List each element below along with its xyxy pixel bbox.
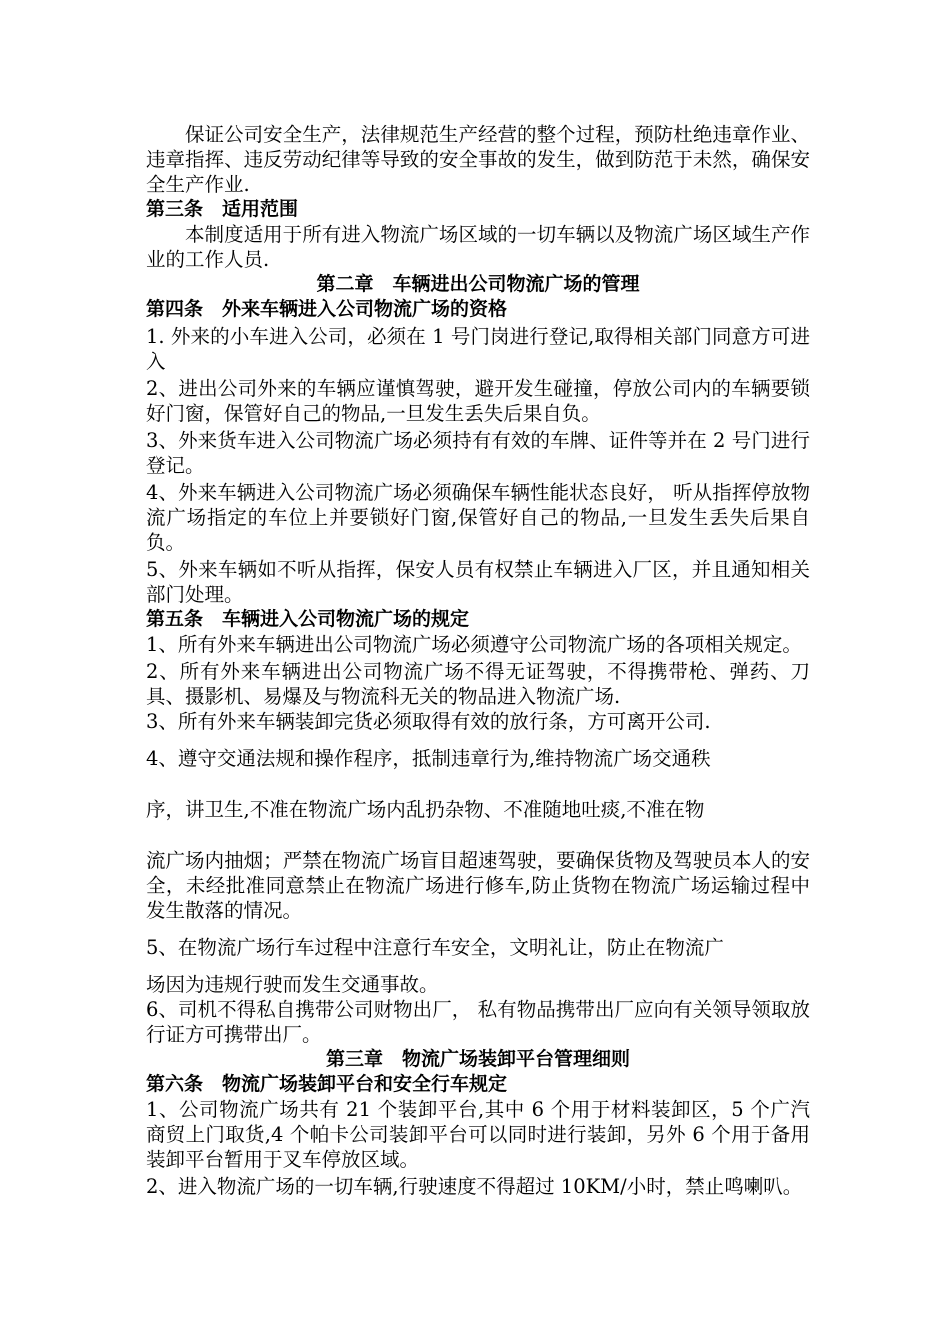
article-6-item-2: 2、进入物流广场的一切车辆,行驶速度不得超过 10KM/小时，禁止鸣喇叭。 [146, 1175, 803, 1198]
article-5-item-4-line-2: 序，讲卫生,不准在物流广场内乱扔杂物、不准随地吐痰,不准在物 [146, 798, 705, 821]
article-5-item-1: 1、所有外来车辆进出公司物流广场必须遵守公司物流广场的各项相关规定。 [146, 633, 802, 656]
article-5-item-5-line-2: 场因为违规行驶而发生交通事故。 [146, 973, 439, 996]
document-page [146, 122, 810, 1199]
article-5-item-6: 6、司机不得私自携带公司财物出厂， 私有物品携带出厂应向有关领导领取放行证方可携带出厂。 [146, 998, 810, 1046]
chapter-2-title: 第二章 车辆进出公司物流广场的管理 [316, 273, 640, 295]
article-3-body: 本制度适用于所有进入物流广场区域的一切车辆以及物流广场区域生产作业的工作人员. [146, 223, 810, 271]
article-4-item-2: 2、进出公司外来的车辆应谨慎驾驶，避开发生碰撞，停放公司内的车辆要锁好门窗，保管好自己的物品,一旦发生丢失后果自负。 [146, 377, 810, 425]
article-4-item-3: 3、外来货车进入公司物流广场必须持有有效的车牌、证件等并在 2 号门进行登记。 [146, 429, 810, 477]
article-6-heading: 第六条 物流广场装卸平台和安全行车规定 [146, 1073, 508, 1095]
article-4-heading: 第四条 外来车辆进入公司物流广场的资格 [146, 298, 508, 320]
article-5-item-5-line-1: 5、在物流广场行车过程中注意行车安全，文明礼让，防止在物流广 [146, 936, 724, 959]
article-4-item-5: 5、外来车辆如不听从指挥，保安人员有权禁止车辆进入厂区，并且通知相关部门处理。 [146, 558, 810, 606]
article-5-heading: 第五条 车辆进入公司物流广场的规定 [146, 608, 470, 630]
article-5-item-2: 2、所有外来车辆进出公司物流广场不得无证驾驶，不得携带枪、弹药、刀具、摄影机、易爆及与物流科无关的物品进入物流广场. [146, 660, 810, 708]
intro-paragraph: 保证公司安全生产，法律规范生产经营的整个过程，预防杜绝违章作业、违章指挥、违反劳动纪律等导致的安全事故的发生，做到防范于未然，确保安全生产作业. [146, 123, 810, 196]
article-3-heading: 第三条 适用范围 [146, 198, 299, 220]
article-5-item-4-line-1: 4、遵守交通法规和操作程序，抵制违章行为,维持物流广场交通秩 [146, 747, 711, 770]
chapter-3-title: 第三章 物流广场装卸平台管理细则 [325, 1048, 630, 1070]
article-4-item-4: 4、外来车辆进入公司物流广场必须确保车辆性能状态良好， 听从指挥停放物流广场指定的车位上并要锁好门窗,保管好自己的物品,一旦发生丢失后果自负。 [146, 481, 810, 554]
article-6-item-1: 1、公司物流广场共有 21 个装卸平台,其中 6 个用于材料装卸区，5 个广汽商贸上门取货,4 个帕卡公司装卸平台可以同时进行装卸，另外 6 个用于备用装卸平台暂用于叉车停放区域。 [146, 1098, 810, 1171]
article-5-item-3: 3、所有外来车辆装卸完货必须取得有效的放行条，方可离开公司. [146, 710, 711, 733]
article-4-item-1: 1. 外来的小车进入公司，必须在 1 号门岗进行登记,取得相关部门同意方可进入 [146, 325, 810, 373]
article-5-item-4-line-3: 流广场内抽烟；严禁在物流广场盲目超速驾驶，要确保货物及驾驶员本人的安全，未经批准同意禁止在物流广场进行修车,防止货物在物流广场运输过程中发生散落的情况。 [146, 849, 810, 922]
